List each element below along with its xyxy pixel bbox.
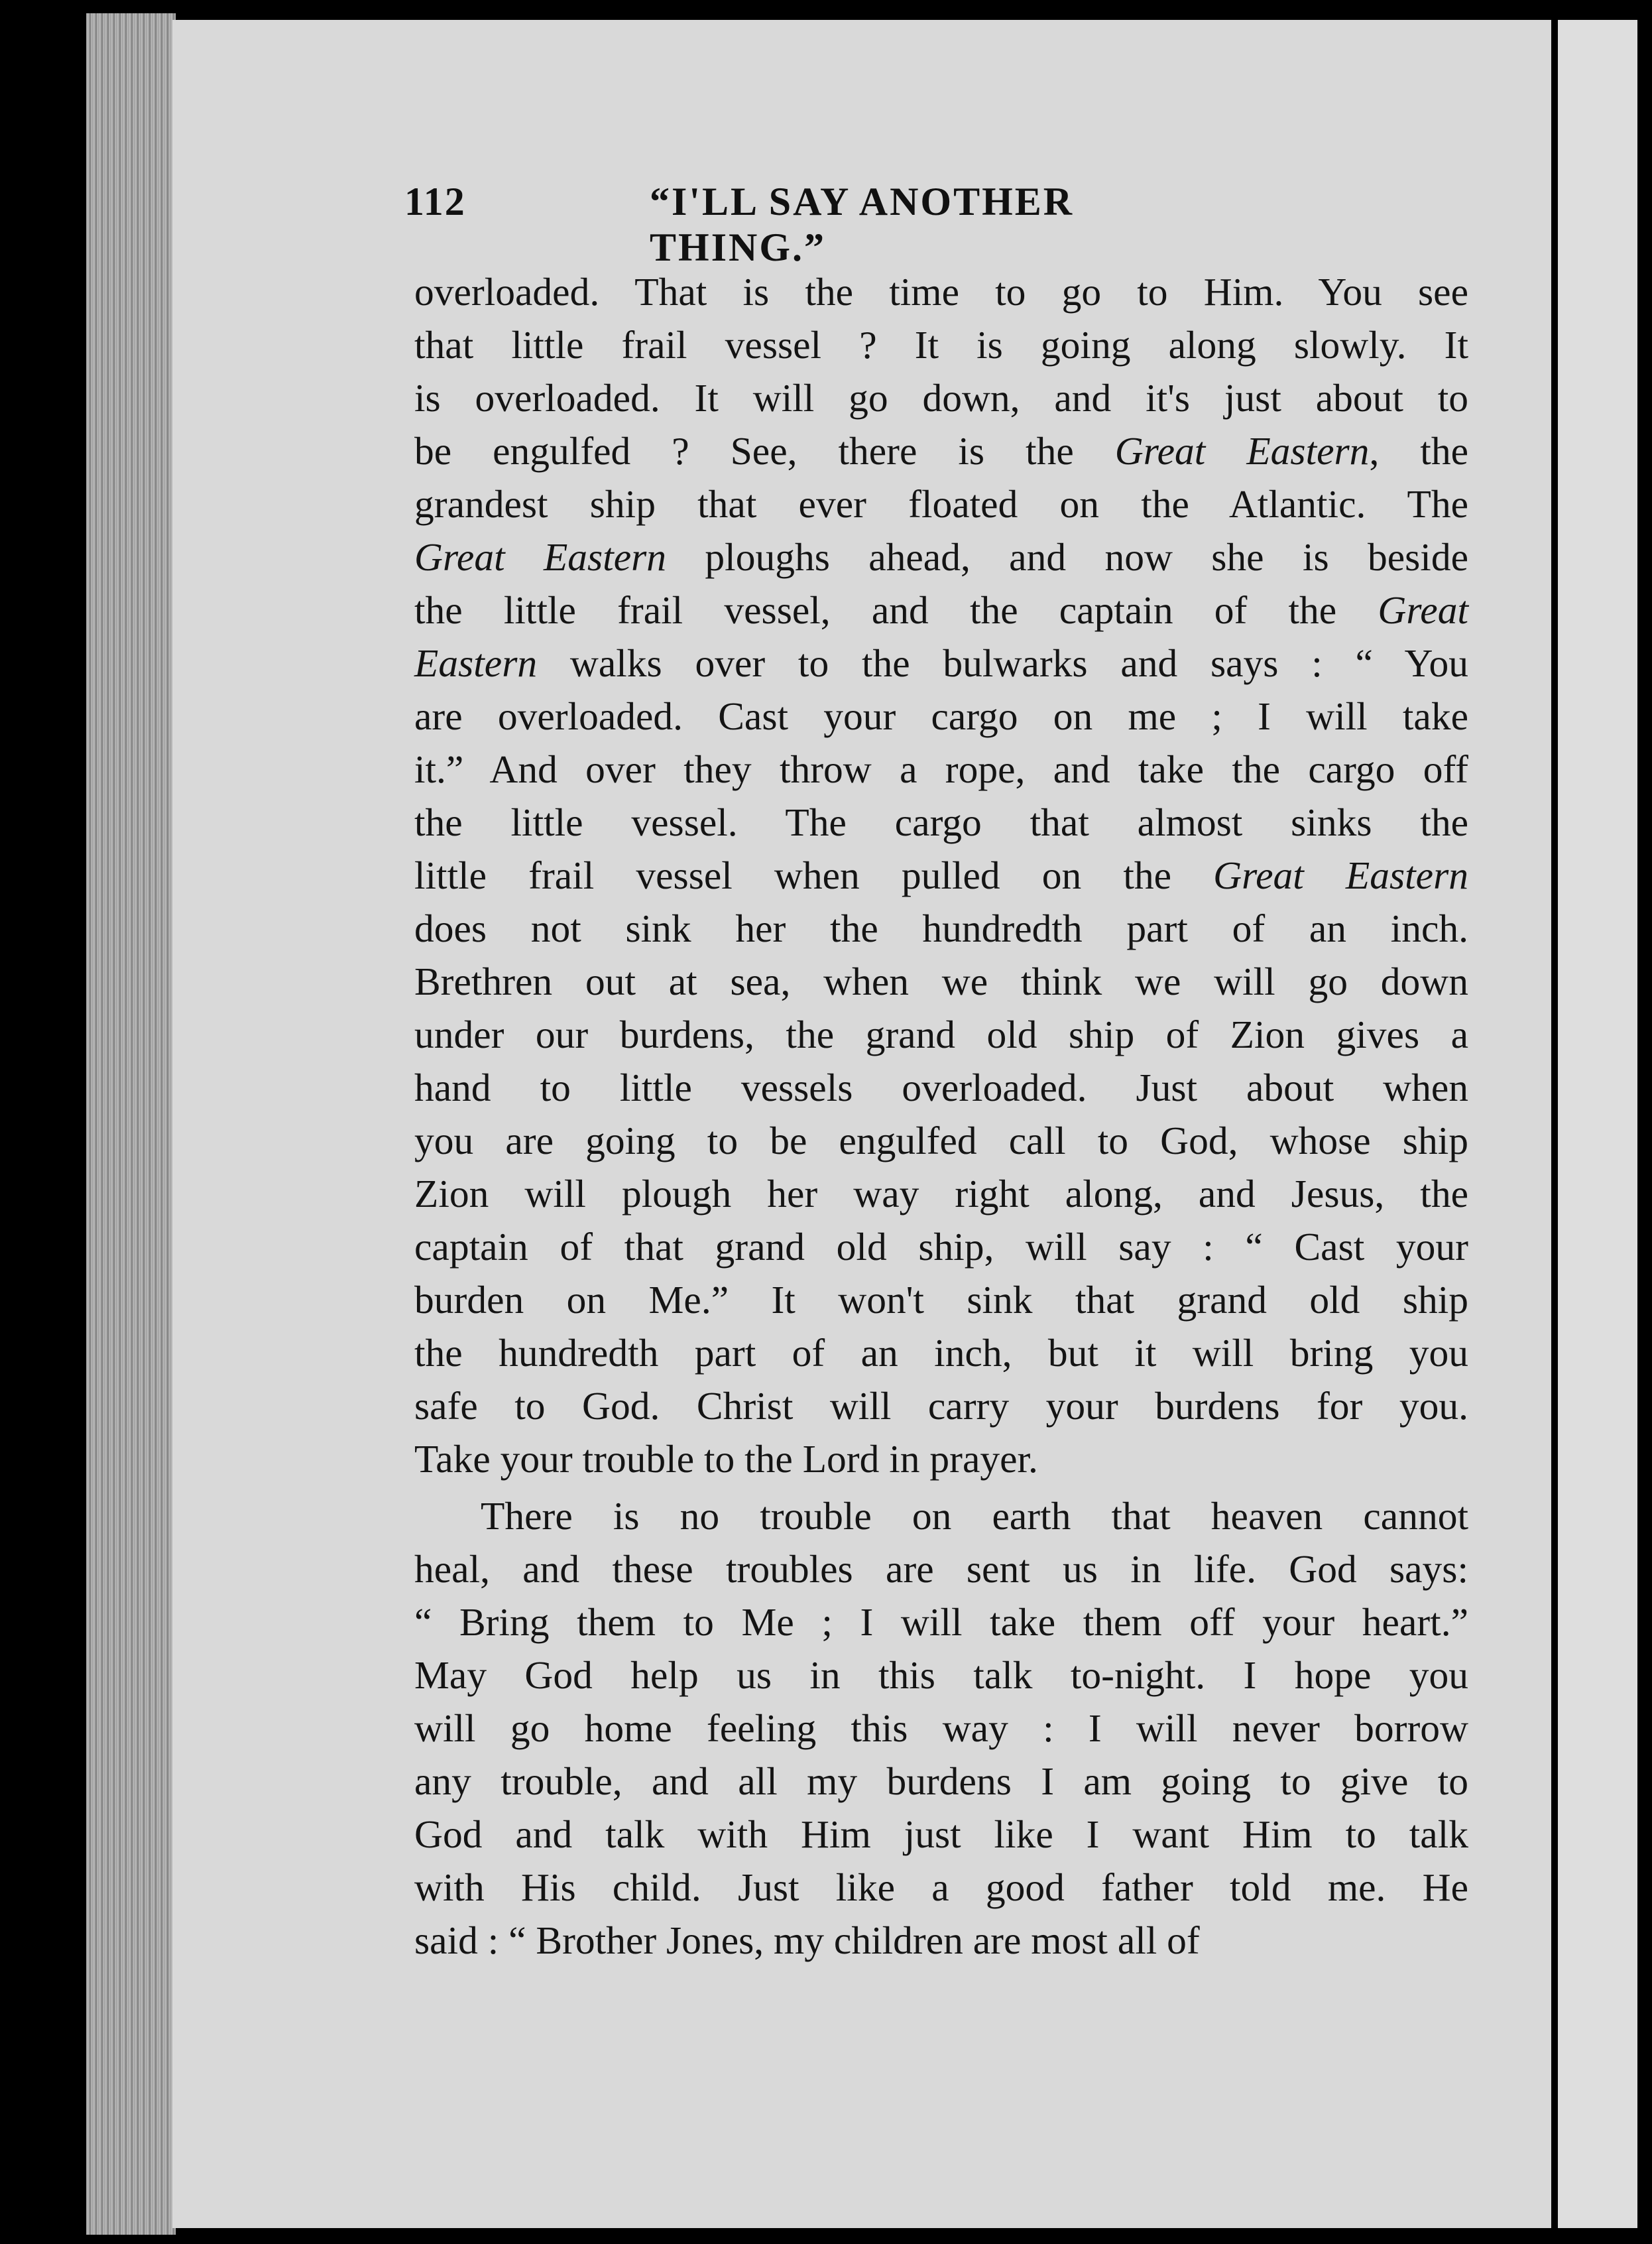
text-line: safe to God. Christ will carry your burdens for you. bbox=[414, 1384, 1468, 1428]
page-header bbox=[404, 179, 1233, 269]
text-line: Take your trouble to the Lord in prayer. bbox=[414, 1437, 1038, 1481]
running-head: “I'LL SAY ANOTHER THING.” bbox=[650, 180, 1075, 269]
text-line: does not sink her the hundredth part of an inch. bbox=[414, 906, 1468, 950]
text-line: little frail vessel when pulled on the Great Eastern bbox=[414, 853, 1468, 897]
text-line: May God help us in this talk to-night. I hope you bbox=[414, 1653, 1468, 1697]
text-line: you are going to be engulfed call to God, whose ship bbox=[414, 1119, 1468, 1162]
text-line: Great Eastern ploughs ahead, and now she is beside bbox=[414, 535, 1468, 579]
text-line: Brethren out at sea, when we think we will go down bbox=[414, 960, 1468, 1003]
text-line: be engulfed ? See, there is the Great Eastern, the bbox=[414, 429, 1468, 473]
text-line: the little frail vessel, and the captain of the Great bbox=[414, 588, 1468, 632]
text-line: God and talk with Him just like I want Him to talk bbox=[414, 1812, 1468, 1856]
text-line: with His child. Just like a good father told me. He bbox=[414, 1865, 1468, 1909]
text-line: under our burdens, the grand old ship of Zion gives a bbox=[414, 1013, 1468, 1056]
text-line: burden on Me.” It won't sink that grand old ship bbox=[414, 1278, 1468, 1322]
text-line: said : “ Brother Jones, my children are most all of bbox=[414, 1918, 1200, 1962]
text-line: heal, and these troubles are sent us in life. God says: bbox=[414, 1547, 1468, 1591]
text-line: Eastern walks over to the bulwarks and says : “ You bbox=[414, 641, 1468, 685]
text-line: will go home feeling this way : I will never borrow bbox=[414, 1706, 1468, 1750]
text-line: the hundredth part of an inch, but it will bring you bbox=[414, 1331, 1468, 1375]
page-number: 112 bbox=[404, 180, 466, 223]
text-line: grandest ship that ever floated on the Atlantic. The bbox=[414, 482, 1468, 526]
text-line: hand to little vessels overloaded. Just about when bbox=[414, 1066, 1468, 1109]
text-line: is overloaded. It will go down, and it's just about to bbox=[414, 376, 1468, 420]
text-line: “ Bring them to Me ; I will take them off your heart.” bbox=[414, 1600, 1468, 1644]
body-text bbox=[414, 265, 1468, 1967]
text-line: There is no trouble on earth that heaven cannot bbox=[481, 1494, 1468, 1538]
text-line: any trouble, and all my burdens I am going to give to bbox=[414, 1759, 1468, 1803]
facing-page-edge bbox=[1558, 20, 1637, 2228]
text-line: that little frail vessel ? It is going along slowly. It bbox=[414, 323, 1468, 367]
text-line: the little vessel. The cargo that almost sinks the bbox=[414, 800, 1468, 844]
text-line: are overloaded. Cast your cargo on me ; I will take bbox=[414, 694, 1468, 738]
text-line: Zion will plough her way right along, and Jesus, the bbox=[414, 1172, 1468, 1216]
text-line: captain of that grand old ship, will say : “ Cast your bbox=[414, 1225, 1468, 1269]
page-edge-stack bbox=[86, 13, 176, 2235]
text-line: it.” And over they throw a rope, and take the cargo off bbox=[414, 747, 1468, 791]
text-line: overloaded. That is the time to go to Him. You see bbox=[414, 270, 1468, 314]
